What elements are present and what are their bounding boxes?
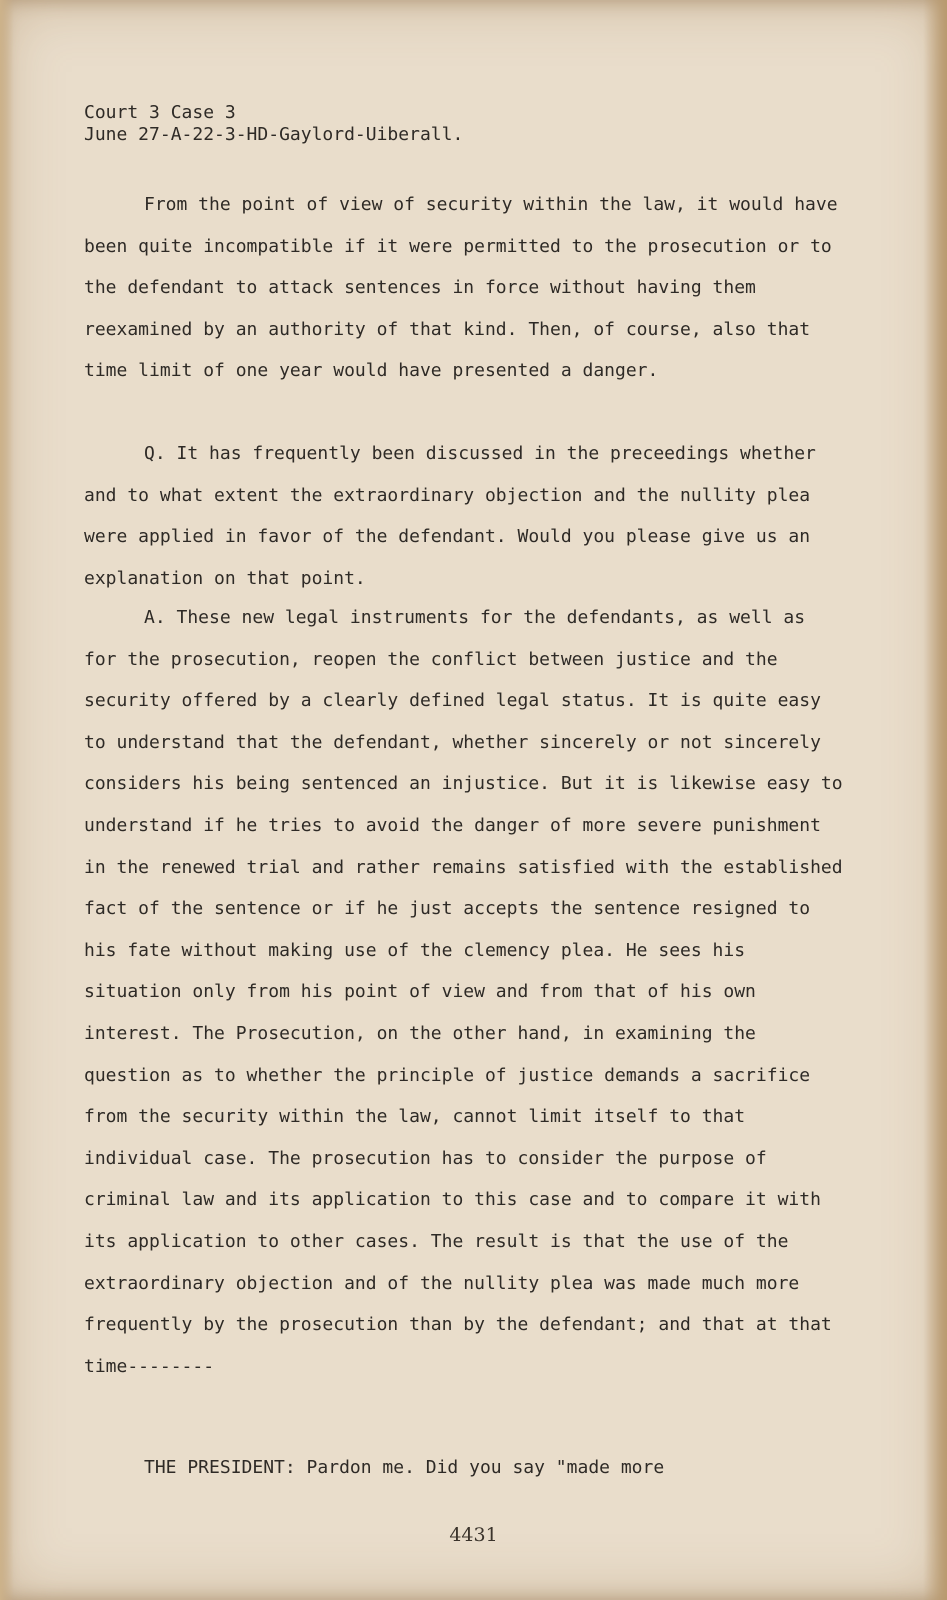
- case-header-line-2: June 27-A-22-3-HD-Gaylord-Uiberall.: [84, 124, 464, 145]
- page-edge-right: [923, 0, 947, 1600]
- page-number: 4431: [449, 1524, 498, 1546]
- paragraph-security: From the point of view of security within the law, it would have been quite incompatible if it were permitted to the prosecution or to the defendant to attack sentences in force without having them reexamined by an authority of that kind. Then, of course, also that time limit of one year would have presented a danger.: [84, 194, 838, 382]
- case-header-line-1: Court 3 Case 3: [84, 102, 236, 123]
- paragraph-question: Q. It has frequently been discussed in the preceedings whether and to what extent the extraordinary objection and the nullity plea were applied in favor of the defendant. Would you please give us an explanation on that point.: [84, 443, 816, 589]
- paragraph-president: THE PRESIDENT: Pardon me. Did you say "made more: [144, 1457, 665, 1478]
- page-edge-left: [0, 0, 14, 1600]
- paragraph-answer: A. These new legal instruments for the defendants, as well as for the prosecution, reopen the conflict between justice and the security offered by a clearly defined legal status. It is quite easy to understand that the defendant, whether sincerely or not sincerely considers his being sentenced an injustice. But it is likewise easy to understand if he tries to avoid the danger of more severe punishment in the renewed trial and rather remains satisfied with the established fact of the sentence or if he just accepts the sentence resigned to his fate without making use of the clemency plea. He sees his situation only from his point of view and from that of his own interest. The Prosecution, on the other hand, in examining the question as to whether the principle of justice demands a sacrifice from the security within the law, cannot limit itself to that individual case. The prosecution has to consider the purpose of criminal law and its application to this case and to compare it with its application to other cases. The result is that the use of the extraordinary objection and of the nullity plea was made much more frequently by the prosecution than by the defendant; and that at that time--------: [84, 607, 843, 1377]
